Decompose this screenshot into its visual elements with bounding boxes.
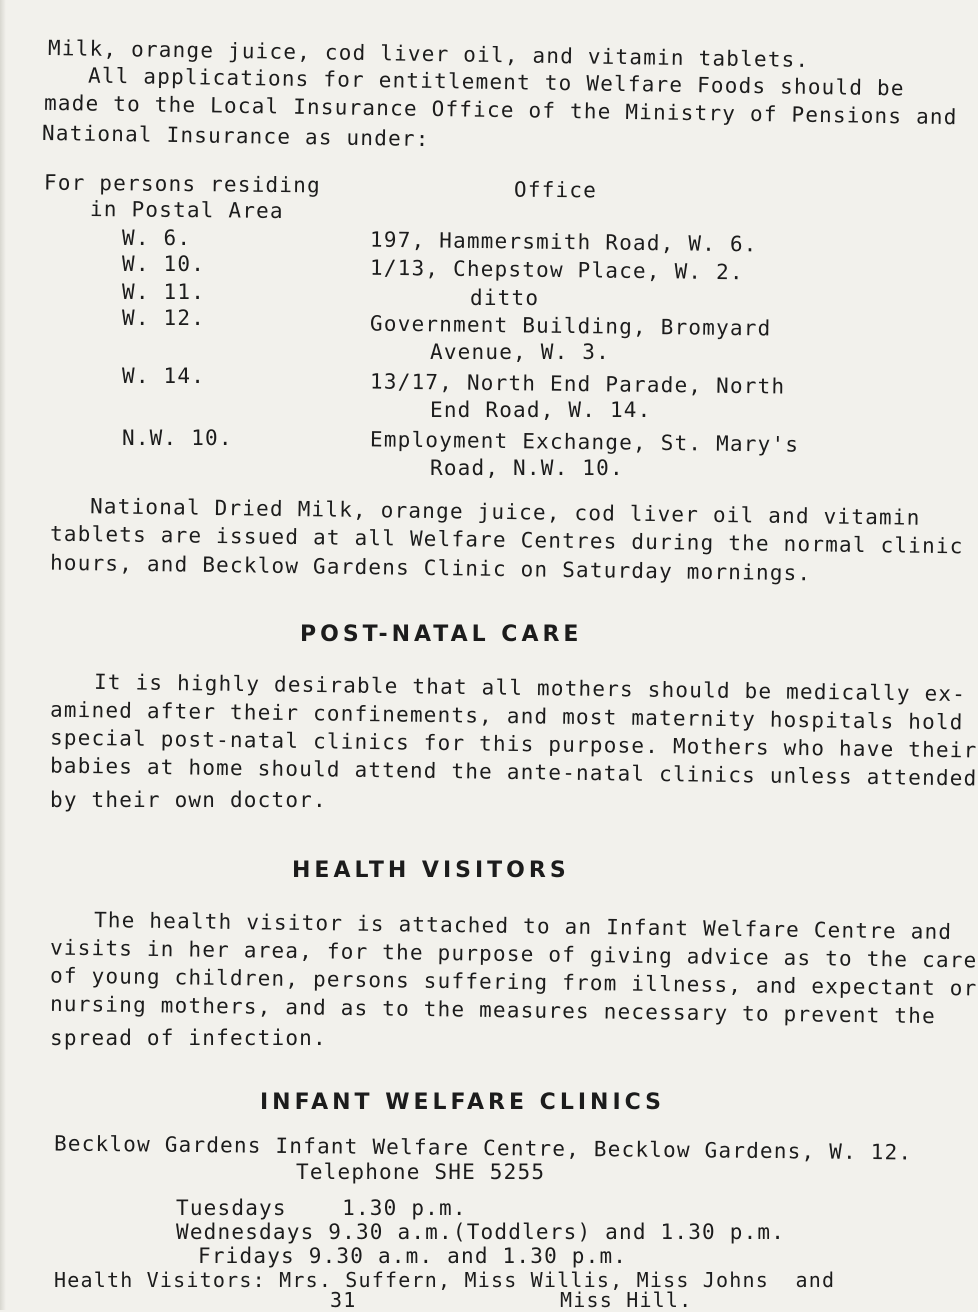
table-row-office: Government Building, Bromyard xyxy=(369,311,772,341)
post-natal-line-1: It is highly desirable that all mothers should be medically ex- xyxy=(93,669,967,707)
post-natal-line-3: special post-natal clinics for this purpose. Mothers who have their xyxy=(49,725,978,763)
page-edge-shadow xyxy=(0,0,6,1310)
table-heading-left-2: in Postal Area xyxy=(89,196,284,224)
intro-line-1: Milk, orange juice, cod liver oil, and vitamin tablets. xyxy=(47,36,810,72)
centre-address: Becklow Gardens Infant Welfare Centre, Becklow Gardens, W. 12. xyxy=(53,1131,913,1165)
dried-milk-line-3: hours, and Becklow Gardens Clinic on Saturday mornings. xyxy=(49,550,812,586)
infant-welfare-heading: INFANT WELFARE CLINICS xyxy=(260,1090,666,1115)
health-visitors-line-2: visits in her area, for the purpose of giving advice as to the care xyxy=(49,935,978,973)
table-row-area: N.W. 10. xyxy=(122,426,233,450)
table-row-office: 1/13, Chepstow Place, W. 2. xyxy=(369,255,744,285)
table-row-area: W. 12. xyxy=(122,306,206,330)
table-row-area: W. 6. xyxy=(122,226,192,250)
table-heading-left-1: For persons residing xyxy=(43,170,321,198)
post-natal-line-4: babies at home should attend the ante-natal clinics unless attended xyxy=(49,753,978,791)
health-visitors-line-1: The health visitor is attached to an Infant Welfare Centre and xyxy=(93,908,953,944)
schedule-fridays: Fridays 9.30 a.m. and 1.30 p.m. xyxy=(198,1244,628,1268)
intro-line-3: made to the Local Insurance Office of the Ministry of Pensions and xyxy=(43,90,958,130)
post-natal-line-2: amined after their confinements, and most maternity hospitals hold xyxy=(49,697,964,735)
page-number: 31 xyxy=(330,1288,357,1312)
table-row-office-cont: Road, N.W. 10. xyxy=(430,456,624,480)
centre-telephone: Telephone SHE 5255 xyxy=(296,1160,546,1184)
dried-milk-line-1: National Dried Milk, orange juice, cod liver oil and vitamin xyxy=(89,494,921,530)
health-visitors-names-line-2: Miss Hill. xyxy=(560,1288,693,1312)
health-visitors-line-3: of young children, persons suffering from illness, and expectant or xyxy=(49,963,978,1001)
table-row-office: ditto xyxy=(470,286,540,310)
table-row-office-cont: Avenue, W. 3. xyxy=(430,340,610,364)
table-row-area: W. 14. xyxy=(122,364,206,388)
intro-line-4: National Insurance as under: xyxy=(41,120,430,152)
schedule-wednesdays: Wednesdays 9.30 a.m.(Toddlers) and 1.30 p.m. xyxy=(176,1220,786,1244)
table-row-area: W. 11. xyxy=(122,280,206,304)
table-row-office-cont: End Road, W. 14. xyxy=(430,398,652,422)
table-row-office: 13/17, North End Parade, North xyxy=(369,369,786,399)
dried-milk-line-2: tablets are issued at all Welfare Centres during the normal clinic xyxy=(49,521,964,559)
table-row-office: Employment Exchange, St. Mary's xyxy=(369,427,800,457)
table-row-area: W. 10. xyxy=(122,252,206,276)
post-natal-line-5: by their own doctor. xyxy=(50,788,327,812)
health-visitors-line-4: nursing mothers, and as to the measures necessary to prevent the xyxy=(49,991,937,1029)
post-natal-heading: POST-NATAL CARE xyxy=(300,622,583,647)
health-visitors-heading: HEALTH VISITORS xyxy=(292,858,570,883)
health-visitors-line-5: spread of infection. xyxy=(50,1026,327,1050)
health-visitors-names-line-1: Health Visitors: Mrs. Suffern, Miss Willis, Miss Johns and xyxy=(54,1268,836,1292)
table-row-office: 197, Hammersmith Road, W. 6. xyxy=(369,227,758,257)
intro-line-2: All applications for entitlement to Welfare Foods should be xyxy=(87,63,905,101)
table-heading-right: Office xyxy=(513,177,598,203)
schedule-tuesdays: Tuesdays 1.30 p.m. xyxy=(176,1196,467,1220)
